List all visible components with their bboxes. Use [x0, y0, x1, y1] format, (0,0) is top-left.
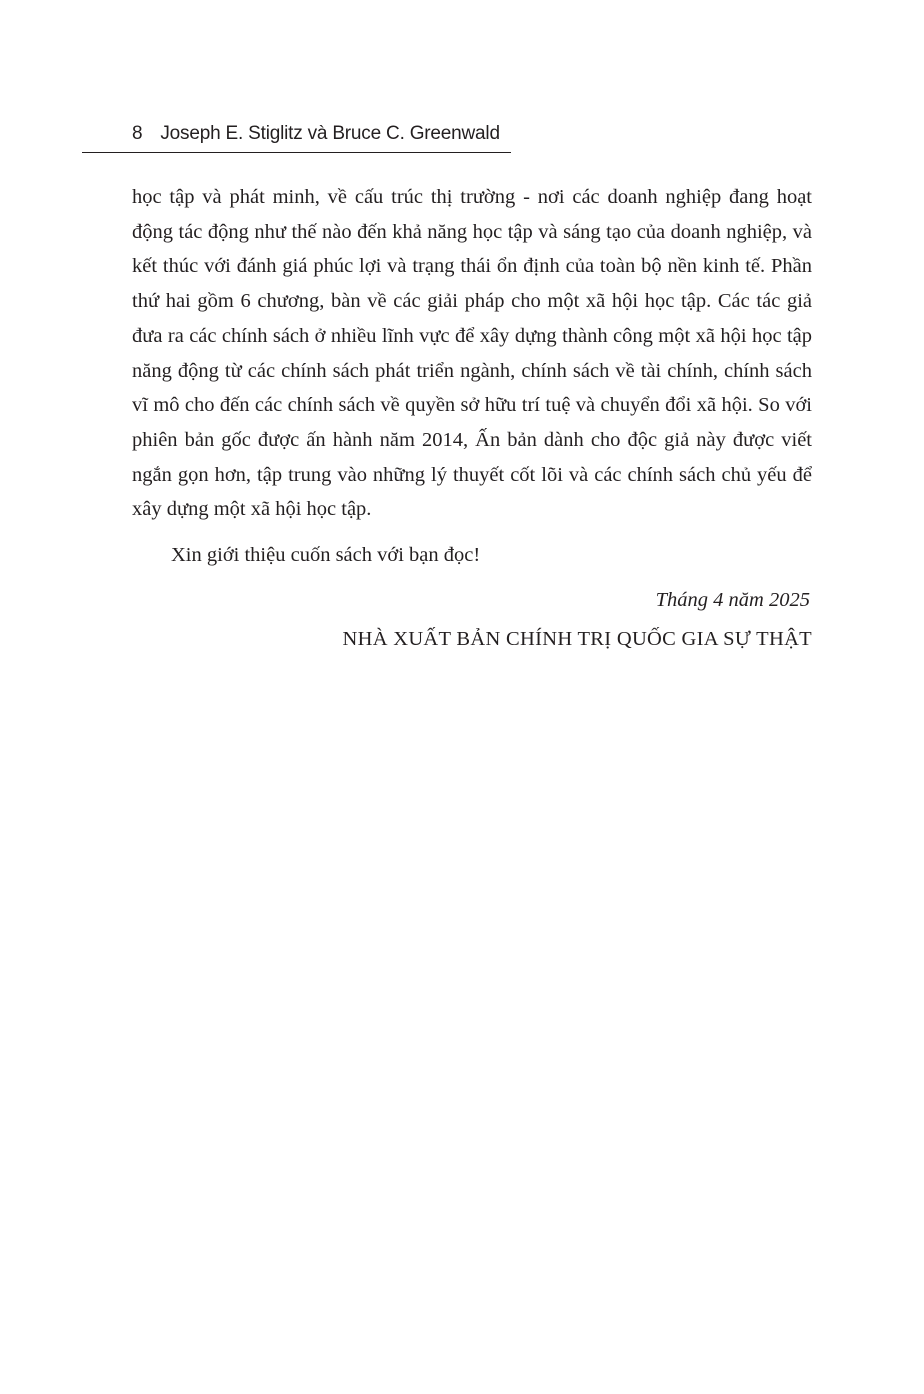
- header-rule: [82, 152, 511, 153]
- running-title: Joseph E. Stiglitz và Bruce C. Greenwald: [160, 123, 500, 144]
- body-text: [132, 180, 812, 657]
- paragraph-closing: Xin giới thiệu cuốn sách với bạn đọc!: [171, 544, 481, 567]
- running-header: [132, 120, 500, 148]
- publisher-line: NHÀ XUẤT BẢN CHÍNH TRỊ QUỐC GIA SỰ THẬT: [342, 628, 812, 651]
- date-line: Tháng 4 năm 2025: [655, 588, 810, 611]
- paragraph-main: học tập và phát minh, về cấu trúc thị trường - nơi các doanh nghiệp đang hoạt động tác động như thế nào đến khả năng học tập và sáng tạo của doanh nghiệp, và kết thúc với đánh giá phúc lợi và trạng thái ổn định của toàn bộ nền kinh tế. Phần thứ hai gồm 6 chương, bàn về các giải pháp cho một xã hội học tập. Các tác giả đưa ra các chính sách ở nhiều lĩnh vực để xây dựng thành công một xã hội học tập năng động từ các chính sách phát triển ngành, chính sách về tài chính, chính sách vĩ mô cho đến các chính sách về quyền sở hữu trí tuệ và chuyển đổi xã hội. So với phiên bản gốc được ấn hành năm 2014, Ấn bản dành cho độc giả này được viết ngắn gọn hơn, tập trung vào những lý thuyết cốt lõi và các chính sách chủ yếu để xây dựng một xã hội học tập.: [132, 186, 812, 521]
- page-number: 8: [132, 123, 143, 144]
